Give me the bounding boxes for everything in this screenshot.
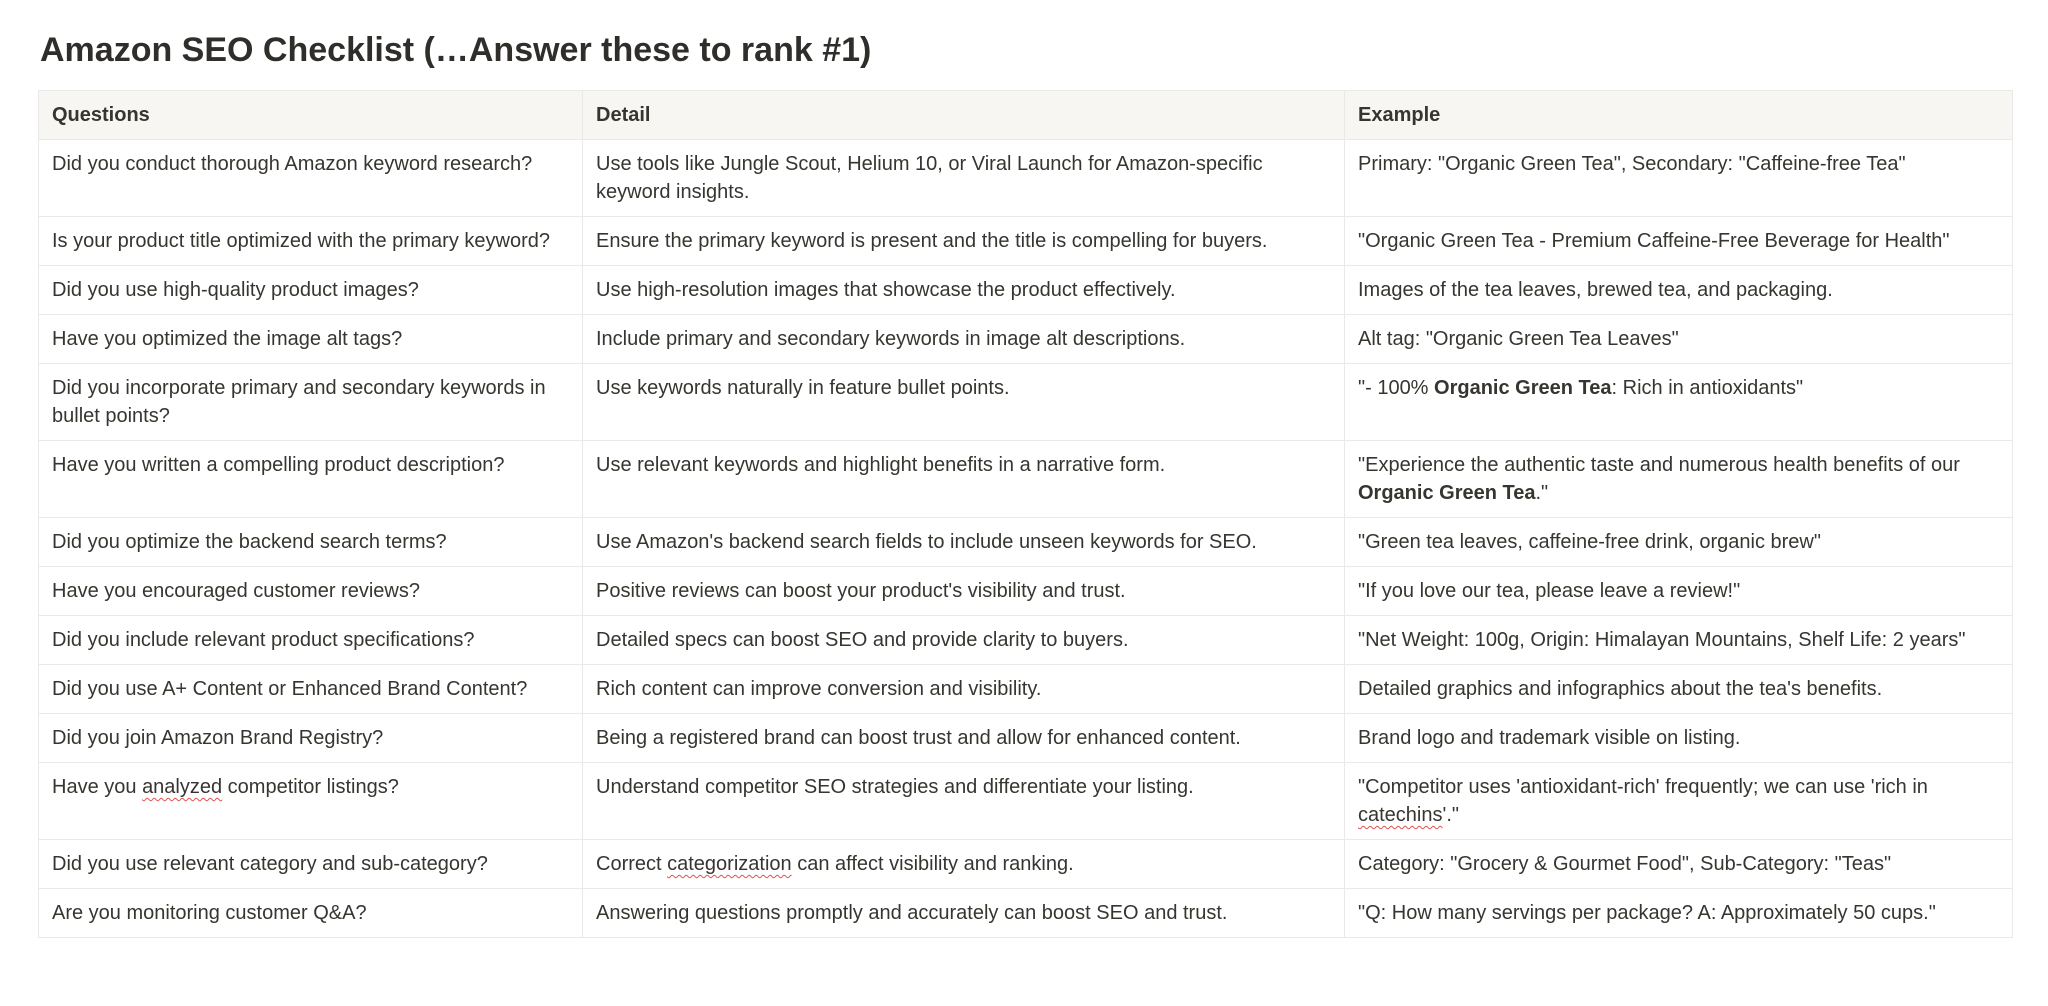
example-text: ." [1535,482,1549,504]
spellcheck-word: analyzed [142,776,223,798]
table-row [39,518,2013,567]
detail-cell[interactable]: Use relevant keywords and highlight benefits in a narrative form. [583,441,1345,518]
example-cell[interactable]: Primary: "Organic Green Tea", Secondary: "Caffeine-free Tea" [1345,140,2013,217]
example-text: "Competitor uses 'antioxidant-rich' frequently; we can use 'rich in [1358,776,1928,798]
table-header-row [39,91,2013,140]
detail-cell[interactable] [583,840,1345,889]
table-row [39,840,2013,889]
question-cell[interactable] [39,763,583,840]
example-cell[interactable]: Images of the tea leaves, brewed tea, and packaging. [1345,266,2013,315]
detail-cell[interactable]: Positive reviews can boost your product's visibility and trust. [583,567,1345,616]
question-text: Have you [52,776,143,798]
detail-cell[interactable]: Understand competitor SEO strategies and differentiate your listing. [583,763,1345,840]
question-cell[interactable]: Did you conduct thorough Amazon keyword research? [39,140,583,217]
example-cell[interactable]: "If you love our tea, please leave a review!" [1345,567,2013,616]
table-row [39,665,2013,714]
detail-cell[interactable]: Use high-resolution images that showcase the product effectively. [583,266,1345,315]
question-cell[interactable]: Have you written a compelling product description? [39,441,583,518]
spellcheck-word: catechins [1358,804,1443,826]
example-cell[interactable]: Brand logo and trademark visible on listing. [1345,714,2013,763]
detail-cell[interactable]: Detailed specs can boost SEO and provide clarity to buyers. [583,616,1345,665]
table-row [39,567,2013,616]
column-header-questions[interactable]: Questions [39,91,583,140]
table-row [39,217,2013,266]
table-row [39,315,2013,364]
question-cell[interactable]: Did you join Amazon Brand Registry? [39,714,583,763]
question-cell[interactable]: Have you optimized the image alt tags? [39,315,583,364]
example-cell[interactable] [1345,763,2013,840]
detail-cell[interactable]: Rich content can improve conversion and visibility. [583,665,1345,714]
example-cell[interactable] [1345,441,2013,518]
example-cell[interactable]: Detailed graphics and infographics about the tea's benefits. [1345,665,2013,714]
table-row [39,714,2013,763]
example-cell[interactable]: "Green tea leaves, caffeine-free drink, organic brew" [1345,518,2013,567]
example-text: "- 100% [1358,377,1435,399]
question-cell[interactable]: Did you use high-quality product images? [39,266,583,315]
example-text: '." [1442,804,1459,826]
bold-keyword: Organic Green Tea [1358,482,1536,504]
detail-cell[interactable]: Include primary and secondary keywords in image alt descriptions. [583,315,1345,364]
detail-cell[interactable]: Use keywords naturally in feature bullet points. [583,364,1345,441]
detail-cell[interactable]: Use Amazon's backend search fields to include unseen keywords for SEO. [583,518,1345,567]
detail-cell[interactable]: Answering questions promptly and accurately can boost SEO and trust. [583,889,1345,938]
detail-text: can affect visibility and ranking. [791,853,1074,875]
example-cell[interactable] [1345,364,2013,441]
table-row [39,616,2013,665]
question-cell[interactable]: Is your product title optimized with the primary keyword? [39,217,583,266]
example-cell[interactable]: "Organic Green Tea - Premium Caffeine-Free Beverage for Health" [1345,217,2013,266]
detail-cell[interactable]: Ensure the primary keyword is present and the title is compelling for buyers. [583,217,1345,266]
column-header-example[interactable]: Example [1345,91,2013,140]
example-text: "Experience the authentic taste and numerous health benefits of our [1358,454,1960,476]
question-cell[interactable]: Did you use A+ Content or Enhanced Brand Content? [39,665,583,714]
bold-keyword: Organic Green Tea [1434,377,1612,399]
example-text: : Rich in antioxidants" [1611,377,1804,399]
seo-checklist-table [38,90,2013,938]
question-cell[interactable]: Are you monitoring customer Q&A? [39,889,583,938]
table-row [39,364,2013,441]
example-cell[interactable]: Alt tag: "Organic Green Tea Leaves" [1345,315,2013,364]
detail-cell[interactable]: Being a registered brand can boost trust and allow for enhanced content. [583,714,1345,763]
question-cell[interactable]: Have you encouraged customer reviews? [39,567,583,616]
question-cell[interactable]: Did you optimize the backend search terms? [39,518,583,567]
example-cell[interactable]: "Net Weight: 100g, Origin: Himalayan Mountains, Shelf Life: 2 years" [1345,616,2013,665]
example-cell[interactable]: Category: "Grocery & Gourmet Food", Sub-Category: "Teas" [1345,840,2013,889]
example-cell[interactable]: "Q: How many servings per package? A: Approximately 50 cups." [1345,889,2013,938]
page [38,20,2010,938]
question-cell[interactable]: Did you include relevant product specifications? [39,616,583,665]
question-cell[interactable]: Did you incorporate primary and secondary keywords in bullet points? [39,364,583,441]
detail-text: Correct [596,853,668,875]
question-cell[interactable]: Did you use relevant category and sub-category? [39,840,583,889]
table-row [39,441,2013,518]
spellcheck-word: categorization [667,853,792,875]
page-title: Amazon SEO Checklist (…Answer these to rank #1) [40,31,872,69]
column-header-detail[interactable]: Detail [583,91,1345,140]
question-text: competitor listings? [222,776,399,798]
table-row [39,763,2013,840]
table-row [39,140,2013,217]
table-row [39,266,2013,315]
detail-cell[interactable]: Use tools like Jungle Scout, Helium 10, or Viral Launch for Amazon-specific keyword insights. [583,140,1345,217]
table-row [39,889,2013,938]
